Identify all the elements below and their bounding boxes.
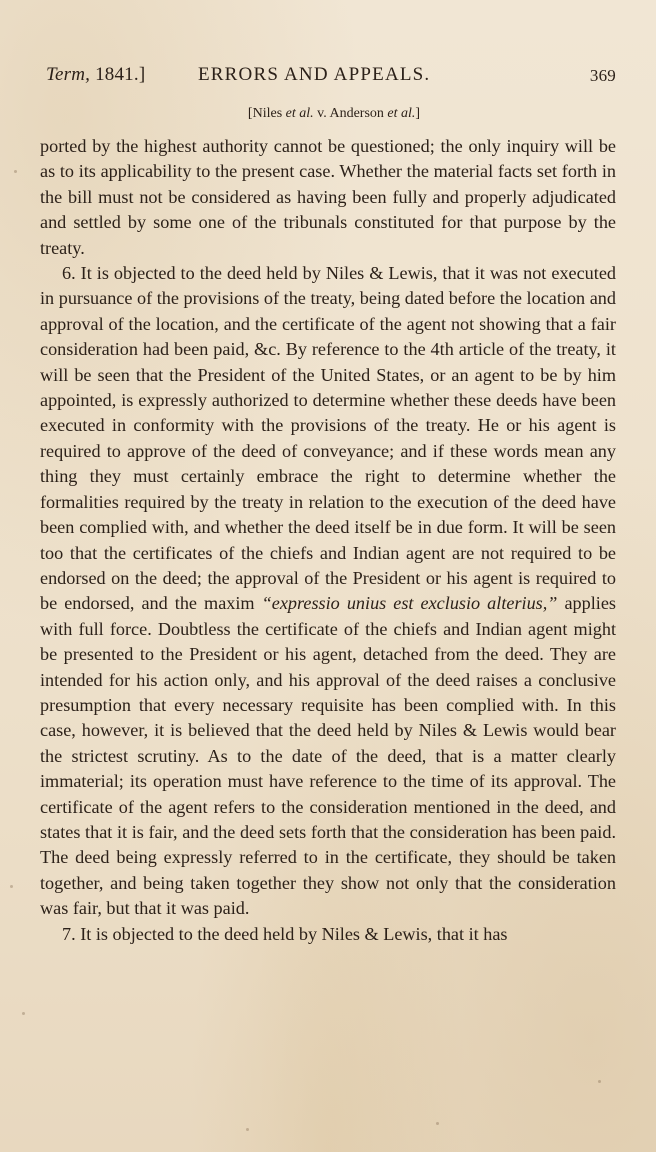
caption-open: [Niles [247,106,283,121]
caption-et-al-2: et al. [387,106,416,121]
caption-v: v. Anderson [317,106,384,121]
page-title: ERRORS AND APPEALS. [198,64,431,85]
paper-speck [598,1080,601,1083]
body-text [40,134,616,947]
caption-et-al-1: et al. [285,106,314,121]
paragraph-7: 7. It is objected to the deed held by Niles & Lewis, that it has [62,923,508,944]
paragraph-6-part-2: applies with full force. Doubtless the certificate of the chiefs and Indian agent might be presented to the President or his agent, detached from the deed. They are intended for his action only, and his approval of the deed raises a conclusive presumption that every necessary requisite has been complied with. In this case, however, it is believed that the deed held by Niles & Lewis would bear the strictest scrutiny. As to the date of the deed, that is a matter clearly immaterial; its operation must have reference to the time of its approval. The certificate of the agent refers to the consideration mentioned in the deed, and states that it is fair, and the deed sets forth that the consideration has been paid. The deed being expressly referred to in the certificate, they should be taken together, and being taken together they show not only that the consideration was fair, but that it was paid. [40,593,617,919]
paragraph-6 [40,261,616,922]
case-caption [0,106,656,122]
running-head [46,64,616,92]
paper-speck [22,1012,25,1015]
paper-speck [10,885,13,888]
paper-speck [246,1128,249,1131]
paragraph-continuation: ported by the highest authority cannot be questioned; the only inquiry will be as to its applicability to the present case. Whether the material facts set forth in the bill must not be considered as having been fully and properly adjudicated and settled by some one of the tribunals constituted for that purpose by the treaty. [40,136,616,258]
latin-maxim: “expressio unius est exclusio alterius,” [261,593,558,614]
term-label: Term, [46,64,91,85]
caption-close: ] [415,106,421,121]
paragraph-6-part-1: 6. It is objected to the deed held by Niles & Lewis, that it was not executed in pursuance of the provisions of the treaty, being dated before the location and approval of the location, and the certificate of the agent not showing that a fair consideration had been paid, &c. By reference to the 4th article of the treaty, it will be seen that the President of the United States, or an agent to be by him appointed, is expressly authorized to determine whether these deeds have been executed in conformity with the provisions of the treaty. He or his agent is required to approve of the deed of conveyance; and if these words mean any thing they must certainly embrace the right to determine whether the formalities required by the treaty in relation to the execution of the deed have been complied with, and whether the deed itself be in due form. It will be seen too that the certificates of the chiefs and Indian agent are not required to be endorsed on the deed; the approval of the President or his agent is required to be endorsed, and the maxim [40,263,616,614]
page-number: 369 [589,66,616,85]
term-year-value: 1841.] [95,64,146,85]
paper-speck [14,170,17,173]
paper-speck [436,1122,439,1125]
term-year [46,64,145,86]
